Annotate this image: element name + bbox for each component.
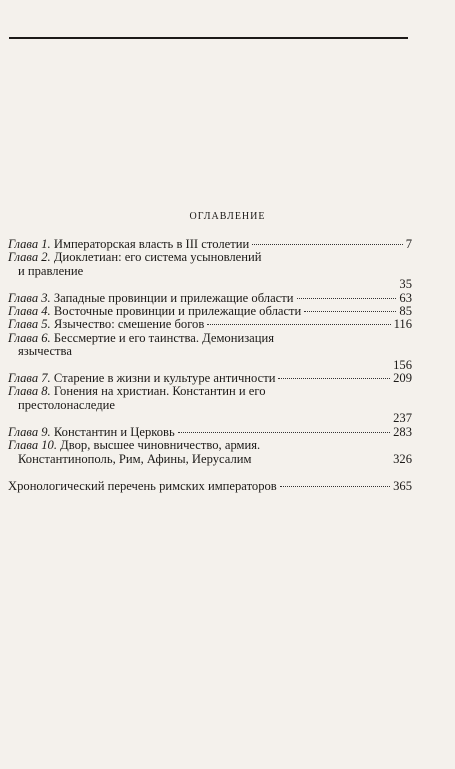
toc-entry[interactable]	[8, 439, 412, 466]
chapter-label: Глава 1.	[8, 237, 51, 251]
chapter-title: Гонения на христиан. Константин и его	[53, 384, 266, 399]
chapter-title-cont: Константинополь, Рим, Афины, Иерусалим	[18, 451, 252, 466]
page-number: 326	[393, 451, 412, 466]
toc-entry[interactable]	[8, 318, 412, 331]
chronology-title: Хронологический перечень римских императоров	[8, 478, 277, 493]
toc-entry[interactable]	[8, 426, 412, 439]
toc-entry[interactable]	[8, 372, 412, 385]
chapter-label: Глава 9.	[8, 424, 51, 439]
page-number: 85	[399, 304, 412, 319]
toc-entry[interactable]	[8, 305, 412, 318]
chapter-title: Двор, высшее чиновничество, армия.	[60, 438, 261, 453]
page-number: 116	[393, 317, 412, 332]
chapter-label: Глава 7.	[8, 371, 51, 386]
chapter-title: Старение в жизни и культуре античности	[53, 371, 276, 386]
toc-entry[interactable]	[8, 238, 412, 251]
chapter-label: Глава 2.	[8, 250, 51, 265]
page-number: 237	[393, 411, 412, 426]
chapter-title-cont: и правление	[18, 263, 84, 278]
chapter-title: Константин и Церковь	[53, 424, 175, 439]
toc-entry-chronology[interactable]	[8, 480, 412, 493]
chapter-label: Глава 4.	[8, 304, 51, 319]
chapter-label: Глава 3.	[8, 290, 51, 305]
chapter-title: Императорская власть в III столетии	[53, 237, 250, 251]
toc-entry[interactable]	[8, 251, 412, 291]
chapter-label: Глава 10.	[8, 438, 58, 453]
chapter-title: Восточные провинции и прилежащие области	[53, 304, 302, 319]
page-number: 63	[399, 290, 412, 305]
chapter-label: Глава 8.	[8, 384, 51, 399]
chapter-title: Диоклетиан: его система усыновлений	[53, 250, 262, 265]
table-of-contents	[8, 238, 412, 493]
toc-entry[interactable]	[8, 385, 412, 425]
chapter-title: Язычество: смешение богов	[53, 317, 205, 332]
chapter-title: Западные провинции и прилежащие области	[53, 290, 294, 305]
page-number: 283	[393, 424, 412, 439]
chapter-title: Бессмертие и его таинства. Демонизация	[53, 330, 275, 345]
page-number: 156	[393, 357, 412, 372]
top-rule	[9, 37, 408, 39]
chapter-title-cont: престолонаследие	[18, 397, 115, 412]
toc-title: оглавление	[189, 208, 266, 223]
page-number: 365	[393, 478, 412, 493]
chapter-title-cont: язычества	[18, 344, 72, 359]
chapter-label: Глава 6.	[8, 330, 51, 345]
chapter-label: Глава 5.	[8, 317, 51, 332]
toc-entry[interactable]	[8, 332, 412, 372]
page-number: 209	[393, 371, 412, 386]
page-number: 35	[399, 277, 412, 292]
page-number: 7	[405, 237, 412, 251]
toc-entry[interactable]	[8, 292, 412, 305]
